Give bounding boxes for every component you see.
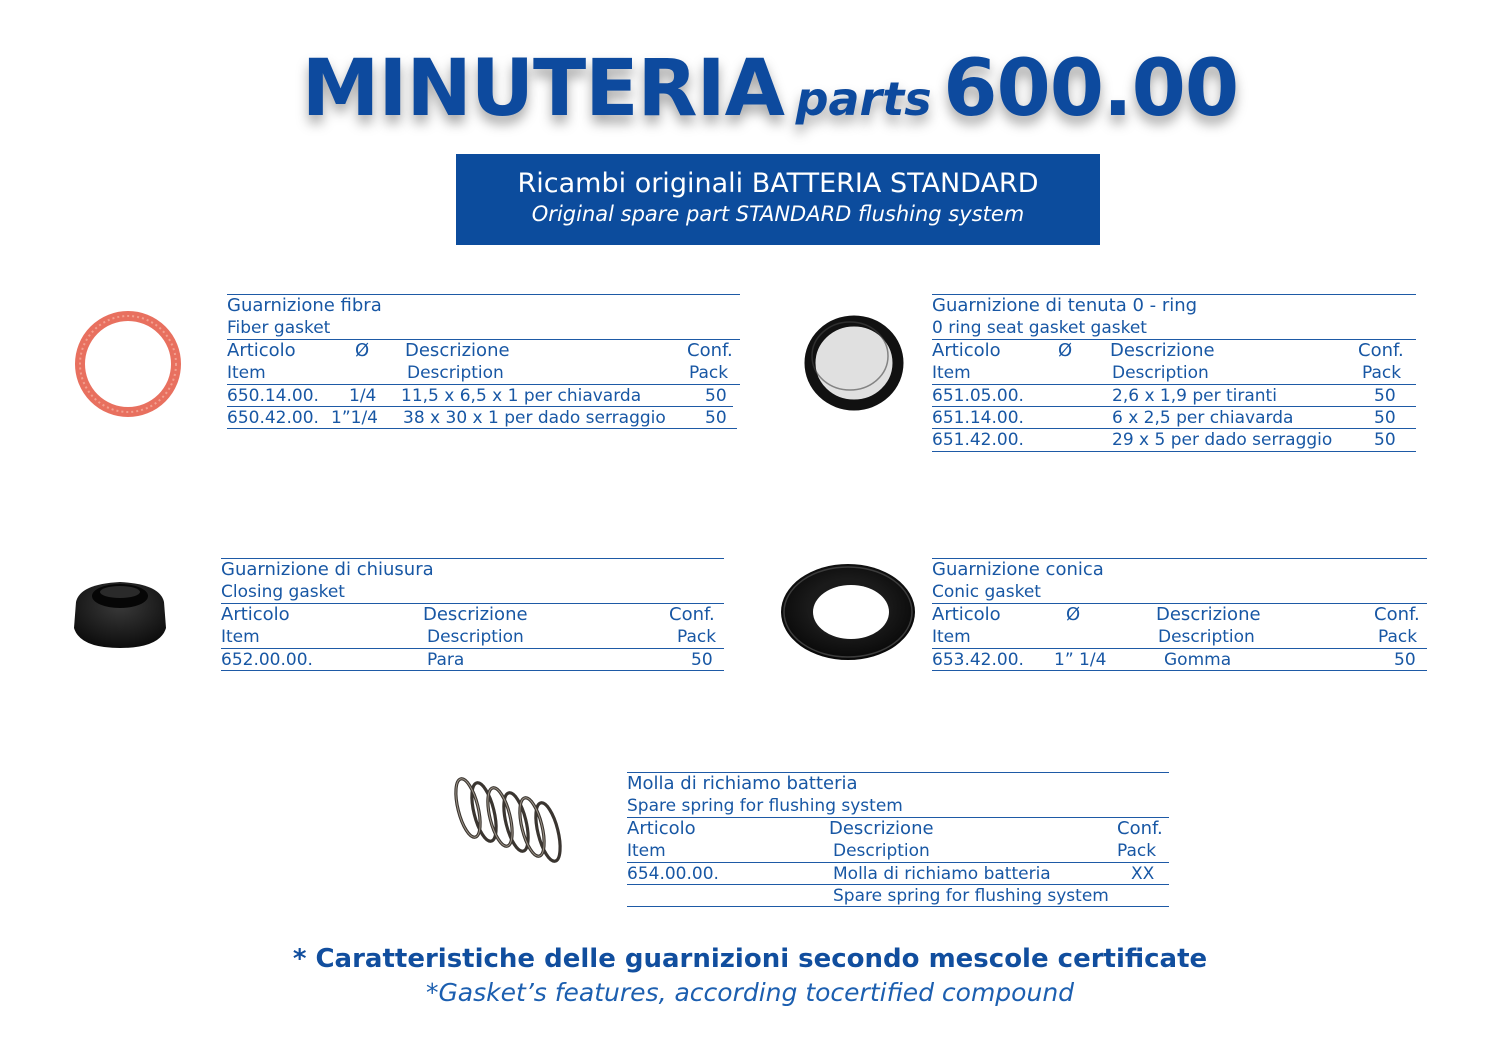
product-name-it: Guarnizione di tenuta 0 - ring (932, 295, 1198, 316)
product-name-it: Guarnizione fibra (227, 295, 382, 316)
page-title (0, 44, 1500, 134)
title-code: 600.00 (943, 44, 1239, 134)
product-name-it: Molla di richiamo batteria (627, 773, 858, 794)
product-name-it: Guarnizione conica (932, 559, 1104, 580)
spring-table (627, 753, 1169, 907)
banner-line-en: Original spare part STANDARD flushing system (531, 202, 1025, 226)
spring-image (444, 772, 574, 876)
header-row-it: Articolo Descrizione Conf. (221, 603, 715, 625)
header-row-it: Articolo Ø Descrizione Conf. (227, 339, 733, 361)
header-row-en: Item Description Pack (221, 626, 724, 648)
header-row-en: Item Description Pack (227, 362, 740, 384)
title-main: MINUTERIA (301, 44, 784, 134)
fiber-gasket-image (72, 308, 184, 420)
table-row: 651.14.00. 6 x 2,5 per chiavarda 50 (932, 407, 1416, 429)
subtitle-banner (456, 154, 1100, 245)
product-name-en: Spare spring for flushing system (627, 795, 1169, 817)
closing-gasket-table (221, 539, 724, 671)
table-row: 652.00.00. Para 50 (221, 649, 724, 671)
table-row: 653.42.00. 1” 1/4 Gomma 50 (932, 649, 1427, 671)
product-name-en: Fiber gasket (227, 317, 740, 339)
o-ring-image (798, 308, 910, 418)
table-row-en: Spare spring for flushing system (627, 885, 1169, 907)
product-name-en: 0 ring seat gasket gasket (932, 317, 1416, 339)
header-row-it: Articolo Ø Descrizione Conf. (932, 603, 1420, 625)
header-row-it: Articolo Ø Descrizione Conf. (932, 339, 1404, 361)
table-row: 651.05.00. 2,6 x 1,9 per tiranti 50 (932, 385, 1416, 407)
banner-line-it: Ricambi originali BATTERIA STANDARD (517, 168, 1039, 199)
conic-gasket-table (932, 539, 1427, 671)
header-row-en: Item Description Pack (932, 626, 1427, 648)
product-name-it: Guarnizione di chiusura (221, 559, 434, 580)
table-row: 651.42.00. 29 x 5 per dado serraggio 50 (932, 429, 1416, 451)
o-ring-table (932, 275, 1416, 452)
header-row-en: Item Description Pack (627, 840, 1169, 862)
product-name-en: Conic gasket (932, 581, 1427, 603)
footer-note-it: * Caratteristiche delle guarnizioni secondo mescole certificate (292, 944, 1208, 974)
table-row: 650.42.00. 1”1/4 38 x 30 x 1 per dado serraggio 50 (227, 407, 737, 429)
header-row-en: Item Description Pack (932, 362, 1416, 384)
conic-gasket-image (779, 560, 917, 664)
header-row-it: Articolo Descrizione Conf. (627, 817, 1163, 839)
footer-note-en: *Gasket’s features, according tocertified compound (425, 978, 1075, 1007)
fiber-gasket-table (227, 275, 740, 429)
table-row: 654.00.00. Molla di richiamo batteria XX (627, 863, 1169, 885)
table-row: 650.14.00. 1/4 11,5 x 6,5 x 1 per chiavarda 50 (227, 385, 733, 407)
product-name-en: Closing gasket (221, 581, 724, 603)
title-parts: parts (795, 72, 932, 126)
closing-gasket-image (70, 572, 170, 652)
